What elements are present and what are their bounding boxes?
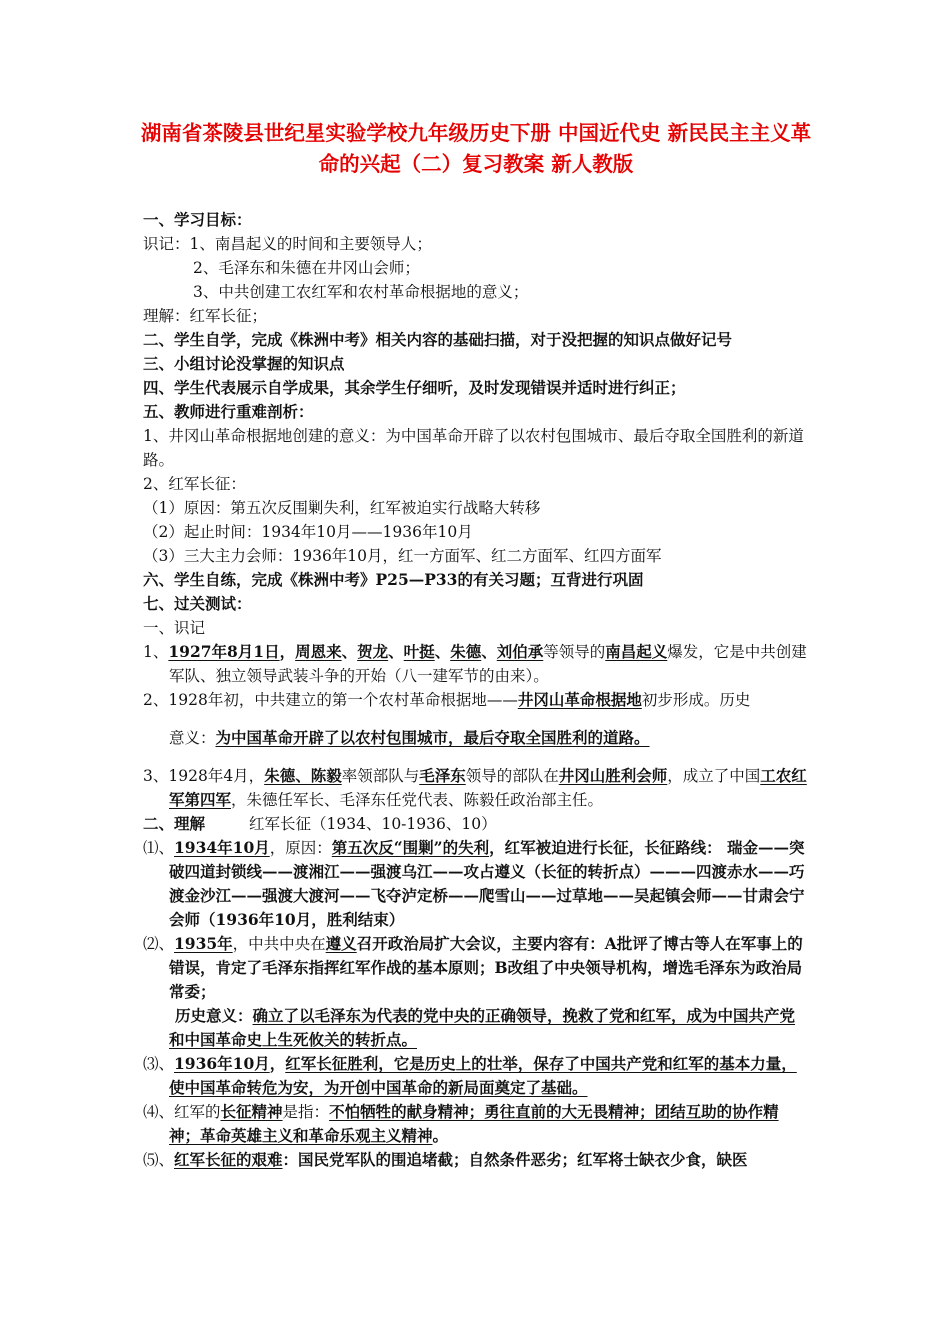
hardship-text: ：国民党军队的围追堵截；自然条件恶劣；红军将士缺衣少食，缺医 [282, 1150, 748, 1169]
leader-answer: 贺龙 [357, 642, 389, 661]
punct: 、 [388, 642, 404, 661]
memo-prefix: 识记： [143, 235, 190, 253]
memo-item-2: 2、毛泽东和朱德在井冈山会师； [193, 259, 420, 277]
punct: 、 [341, 642, 358, 661]
item-number: ⑵、 [143, 935, 175, 953]
meaning-answer: 确立了以毛泽东为代表的党中央的正确领导，挽救了党和红军，成为中国共产党和中国革命史上生死攸关的转折点。 [169, 1006, 796, 1049]
section-7-heading: 七、过关测试： [143, 594, 252, 613]
section-1-heading: 一、学习目标： [143, 210, 252, 229]
leader-answer: 刘伯承 [496, 642, 544, 661]
punct: ， [269, 1054, 286, 1073]
base-answer: 井冈山革命根据地 [517, 690, 642, 709]
memo-item-1: 1、南昌起义的时间和主要领导人； [189, 235, 432, 253]
plain-text: 是指： [282, 1103, 330, 1121]
item-number: ⑶、 [143, 1055, 175, 1073]
quiz-item-1 [143, 640, 809, 688]
section-5-point-2c: （3）三大主力会师：1936年10月，红一方面军、红二方面军、红四方面军 [143, 547, 662, 565]
leaders-answer: 朱德、陈毅 [264, 766, 342, 785]
plain-text: 1928年4月， [168, 767, 265, 785]
section-5-point-1: 1、井冈山革命根据地创建的意义：为中国革命开辟了以农村包围城市、最后夺取全国胜利的新道路。 [143, 427, 804, 469]
quiz-item-2-meaning [143, 726, 809, 750]
meet-answer: 井冈山胜利会师 [558, 766, 668, 785]
victory-answer: 红军长征胜利，它是历史上的壮举，保存了中国共产党和红军的基本力量，使中国革命转危为安，为开创中国革命的新局面奠定了基础。 [169, 1054, 797, 1097]
hardship-answer: 红军长征的艰难 [174, 1150, 283, 1169]
sub-heading: 二、理解 [143, 814, 206, 833]
meaning-prefix: 历史意义： [175, 1006, 253, 1025]
item-number: 2、 [143, 691, 169, 709]
section-4: 四、学生代表展示自学成果，其余学生仔细听，及时发现错误并适时进行纠正； [143, 378, 686, 397]
date-answer: 1936年10月 [174, 1054, 270, 1073]
spirit-content: 不怕牺牲的献身精神；勇往直前的大无畏精神；团结互助的协作精神；革命英雄主义和革命乐观主义精神 [169, 1102, 779, 1145]
understand-item-5 [143, 1148, 809, 1172]
plain-text: ，成立了中国 [667, 767, 761, 785]
punct: 、 [481, 642, 497, 661]
punct: 。 [432, 1126, 449, 1145]
cause-answer: 第五次反“围剿”的失利 [331, 838, 490, 857]
section-3: 三、小组讨论没掌握的知识点 [143, 354, 345, 373]
understand-item-2-meaning [143, 1004, 809, 1052]
section-5-heading: 五、教师进行重难剖析： [143, 402, 314, 421]
understand-item-2 [143, 932, 809, 1004]
item-number: ⑸、 [143, 1151, 175, 1169]
leader-answer: 朱德 [450, 642, 482, 661]
understand-item-1 [143, 836, 809, 932]
item-number: ⑴、 [143, 839, 175, 857]
understand-item-4 [143, 1100, 809, 1148]
sub-topic: 红军长征（1934、10-1936、10） [249, 815, 497, 833]
leader-answer: 叶挺 [403, 642, 435, 661]
date-answer: 1927年8月1日 [168, 642, 280, 661]
section-6: 六、学生自练，完成《株洲中考》P25—P33的有关习题；互背进行巩固 [143, 570, 644, 589]
plain-text: 领导的部队在 [465, 767, 559, 785]
section-5-point-2b: （2）起止时间：1934年10月——1936年10月 [143, 523, 473, 541]
plain-text: ，原因： [269, 839, 332, 857]
item-number: 1、 [143, 643, 169, 661]
spirit-answer: 长征精神 [220, 1102, 283, 1121]
punct: 、 [434, 642, 451, 661]
quiz-item-2 [143, 688, 809, 712]
understand-item-3 [143, 1052, 809, 1100]
document-title: 湖南省茶陵县世纪星实验学校九年级历史下册 中国近代史 新民民主主义革命的兴起（二）复习教案 新人教版 [140, 121, 812, 176]
section-5-point-2: 2、红军长征： [143, 475, 246, 493]
section-7-sub-2 [143, 812, 809, 836]
content-text: 召开政治局扩大会议，主要内容有：A批评了博古等人在军事上的错误，肯定了毛泽东指挥红军作战的基本原则；B改组了中央领导机构，增选毛泽东为政治局常委； [169, 934, 803, 1001]
plain-text: ，朱德任军长、毛泽东任党代表、陈毅任政治部主任。 [231, 791, 604, 809]
date-answer: 1934年10月 [174, 838, 270, 857]
memo-item-3: 3、中共创建工农红军和农村革命根据地的意义； [193, 283, 529, 301]
place-answer: 遵义 [325, 934, 357, 953]
understand-line: 理解：红军长征； [143, 307, 268, 325]
plain-text: 率领部队与 [341, 767, 420, 785]
section-2: 二、学生自学，完成《株洲中考》相关内容的基础扫描，对于没把握的知识点做好记号 [143, 330, 733, 349]
item-number: ⑷、 [143, 1103, 175, 1121]
meaning-prefix: 意义： [169, 729, 216, 747]
plain-text: ，中共中央在 [232, 935, 326, 953]
plain-text: 爆发，它是中共创建军队、独立领导武装斗争的开始（八一建军节的由来）。 [169, 643, 807, 685]
quiz-item-3 [143, 764, 809, 812]
plain-text: 初步形成。历史 [641, 691, 751, 709]
item-number: 3、 [143, 767, 169, 785]
date-answer: 1935年 [174, 934, 233, 953]
memo-line-1 [143, 232, 809, 256]
plain-text: 1928年初，中共建立的第一个农村革命根据地—— [168, 691, 518, 709]
meaning-answer: 为中国革命开辟了以农村包围城市，最后夺取全国胜利的道路。 [215, 728, 650, 747]
route-text: ，红军被迫进行长征，长征路线： 瑞金——突破四道封锁线——渡湘江——强渡乌江——攻占遵义（长征的转折点）———四渡赤水——巧渡金沙江——强渡大渡河——飞夺泸定桥——爬雪山——过草地——吴起镇会师——甘肃会宁会师（1936年10月，胜利结束） [169, 838, 805, 929]
document-page [140, 118, 812, 1172]
army-answer: 工农红军第四军 [169, 766, 807, 809]
section-7-sub-1: 一、识记 [143, 619, 206, 637]
mao-answer: 毛泽东 [419, 766, 466, 785]
event-answer: 南昌起义 [605, 642, 668, 661]
leader-answer: 周恩来 [295, 642, 342, 661]
punct: ， [279, 642, 296, 661]
section-5-point-2a: （1）原因：第五次反围剿失利，红军被迫实行战略大转移 [143, 499, 541, 517]
plain-text: 红军的 [174, 1103, 221, 1121]
plain-text: 等领导的 [543, 643, 606, 661]
